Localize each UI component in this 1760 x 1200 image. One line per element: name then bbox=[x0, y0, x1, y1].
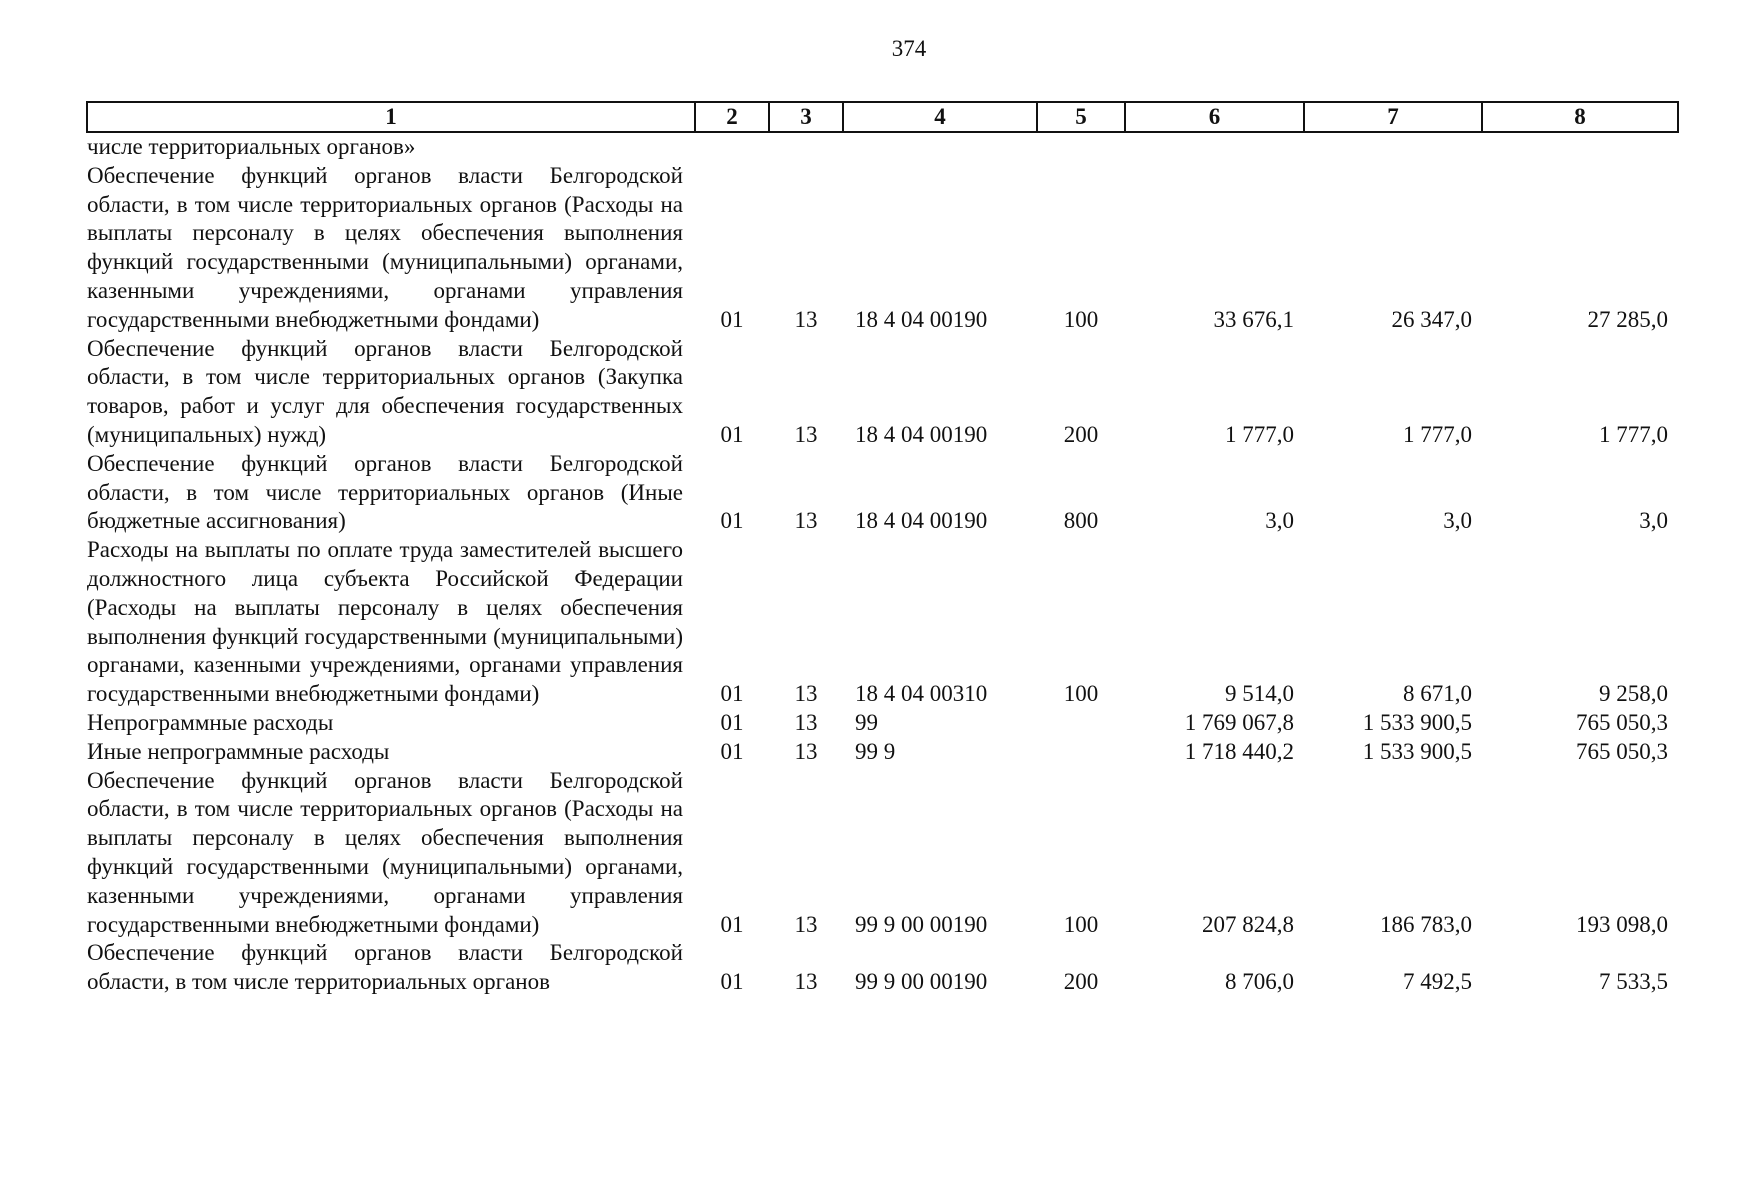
cell-amount-7: 26 347,0 bbox=[1391, 306, 1472, 332]
cell-description: Непрограммные расходы bbox=[87, 709, 334, 735]
cell-expense-type: 200 bbox=[1063, 421, 1099, 447]
cell-subsection: 13 bbox=[794, 421, 818, 447]
cell-amount-8: 7 533,5 bbox=[1599, 969, 1668, 995]
cell-expense-type: 800 bbox=[1063, 508, 1099, 534]
cell-amount-6: 9 514,0 bbox=[1225, 681, 1294, 707]
cell-section: 01 bbox=[720, 681, 744, 707]
cell-amount-7: 8 671,0 bbox=[1403, 681, 1472, 707]
cell-target-article: 18 4 04 00190 bbox=[855, 421, 988, 447]
cell-subsection: 13 bbox=[794, 911, 818, 937]
table-row bbox=[87, 536, 1678, 709]
cell-amount-7: 1 533 900,5 bbox=[1362, 738, 1472, 764]
cell-target-article: 18 4 04 00190 bbox=[855, 508, 988, 534]
table-row bbox=[87, 335, 1678, 450]
cell-subsection: 13 bbox=[794, 508, 818, 534]
table-row bbox=[87, 132, 1678, 162]
cell-expense-type: 100 bbox=[1063, 306, 1099, 332]
header-col-5: 5 bbox=[1037, 102, 1125, 132]
cell-amount-6: 8 706,0 bbox=[1225, 969, 1294, 995]
cell-expense-type: 100 bbox=[1063, 911, 1099, 937]
cell-amount-6 bbox=[1125, 132, 1304, 162]
table-row bbox=[87, 939, 1678, 997]
cell-target-article bbox=[843, 132, 1037, 162]
cell-description: Обеспечение функций органов власти Белгородской области, в том числе территориальных органов (Закупка товаров, работ и услуг для обеспечения государственных (муниципальных) нужд) bbox=[87, 335, 683, 447]
cell-section: 01 bbox=[720, 911, 744, 937]
header-col-8: 8 bbox=[1482, 102, 1678, 132]
table-row bbox=[87, 162, 1678, 335]
cell-section: 01 bbox=[720, 709, 744, 735]
table-row bbox=[87, 738, 1678, 767]
cell-amount-8 bbox=[1482, 132, 1678, 162]
table-row bbox=[87, 709, 1678, 738]
cell-amount-7: 3,0 bbox=[1443, 508, 1472, 534]
cell-subsection bbox=[769, 132, 843, 162]
cell-subsection: 13 bbox=[794, 709, 818, 735]
cell-description: числе территориальных органов» bbox=[87, 134, 416, 159]
table-row bbox=[87, 450, 1678, 536]
header-row bbox=[87, 102, 1678, 132]
cell-target-article: 99 9 00 00190 bbox=[855, 911, 988, 937]
cell-description: Обеспечение функций органов власти Белгородской области, в том числе территориальных органов (Расходы на выплаты персоналу в целях обеспечения выполнения функций государственными (муниципальными) органами, казенными учреждениями, органами управления государственными внебюджетными фондами) bbox=[87, 767, 683, 937]
cell-target-article: 99 9 bbox=[855, 738, 896, 764]
cell-description: Обеспечение функций органов власти Белгородской области, в том числе территориальных органов (Расходы на выплаты персоналу в целях обеспечения выполнения функций государственными (муниципальными) органами, казенными учреждениями, органами управления государственными внебюджетными фондами) bbox=[87, 162, 683, 332]
cell-amount-7: 186 783,0 bbox=[1380, 911, 1472, 937]
cell-amount-6: 1 769 067,8 bbox=[1184, 709, 1294, 735]
page-number: 374 bbox=[891, 36, 927, 61]
cell-amount-6: 33 676,1 bbox=[1213, 306, 1294, 332]
cell-expense-type: 200 bbox=[1063, 969, 1099, 995]
cell-amount-7: 1 777,0 bbox=[1403, 421, 1472, 447]
cell-amount-6: 207 824,8 bbox=[1202, 911, 1294, 937]
table-row bbox=[87, 767, 1678, 940]
cell-description: Иные непрограммные расходы bbox=[87, 738, 390, 764]
cell-section: 01 bbox=[720, 738, 744, 764]
cell-description: Расходы на выплаты по оплате труда заместителей высшего должностного лица субъекта Российской Федерации (Расходы на выплаты персоналу в целях обеспечения выполнения функций государственными (муниципальными) органами, казенными учреждениями, органами управления государственными внебюджетными фондами) bbox=[87, 537, 683, 707]
cell-expense-type: 100 bbox=[1063, 681, 1099, 707]
cell-amount-8: 3,0 bbox=[1639, 508, 1668, 534]
cell-amount-8: 765 050,3 bbox=[1576, 709, 1668, 735]
table-body bbox=[87, 132, 1678, 997]
cell-expense-type bbox=[1037, 738, 1125, 767]
cell-section: 01 bbox=[720, 306, 744, 332]
cell-amount-7: 7 492,5 bbox=[1403, 969, 1472, 995]
header-col-6: 6 bbox=[1125, 102, 1304, 132]
header-col-7: 7 bbox=[1304, 102, 1482, 132]
cell-amount-7: 1 533 900,5 bbox=[1362, 709, 1472, 735]
cell-section bbox=[695, 132, 769, 162]
cell-amount-8: 765 050,3 bbox=[1576, 738, 1668, 764]
cell-subsection: 13 bbox=[794, 306, 818, 332]
header-col-3: 3 bbox=[769, 102, 843, 132]
header-col-2: 2 bbox=[695, 102, 769, 132]
cell-target-article: 18 4 04 00310 bbox=[855, 681, 988, 707]
cell-target-article: 99 9 00 00190 bbox=[855, 969, 988, 995]
cell-subsection: 13 bbox=[794, 969, 818, 995]
cell-amount-8: 27 285,0 bbox=[1587, 306, 1668, 332]
budget-table bbox=[86, 101, 1679, 997]
cell-description: Обеспечение функций органов власти Белгородской области, в том числе территориальных органов (Иные бюджетные ассигнования) bbox=[87, 450, 683, 534]
cell-amount-8: 1 777,0 bbox=[1599, 421, 1668, 447]
header-col-4: 4 bbox=[843, 102, 1037, 132]
cell-subsection: 13 bbox=[794, 681, 818, 707]
cell-target-article: 99 bbox=[855, 709, 878, 735]
cell-amount-6: 1 777,0 bbox=[1225, 421, 1294, 447]
cell-section: 01 bbox=[720, 969, 744, 995]
cell-section: 01 bbox=[720, 508, 744, 534]
table-header bbox=[87, 102, 1678, 132]
header-col-1: 1 bbox=[87, 102, 695, 132]
cell-subsection: 13 bbox=[794, 738, 818, 764]
cell-expense-type bbox=[1037, 709, 1125, 738]
cell-amount-7 bbox=[1304, 132, 1482, 162]
cell-amount-6: 3,0 bbox=[1265, 508, 1294, 534]
cell-expense-type bbox=[1037, 132, 1125, 162]
cell-description: Обеспечение функций органов власти Белгородской области, в том числе территориальных органов bbox=[87, 940, 683, 995]
cell-target-article: 18 4 04 00190 bbox=[855, 306, 988, 332]
cell-amount-6: 1 718 440,2 bbox=[1184, 738, 1294, 764]
cell-amount-8: 9 258,0 bbox=[1599, 681, 1668, 707]
cell-section: 01 bbox=[720, 421, 744, 447]
cell-amount-8: 193 098,0 bbox=[1576, 911, 1668, 937]
